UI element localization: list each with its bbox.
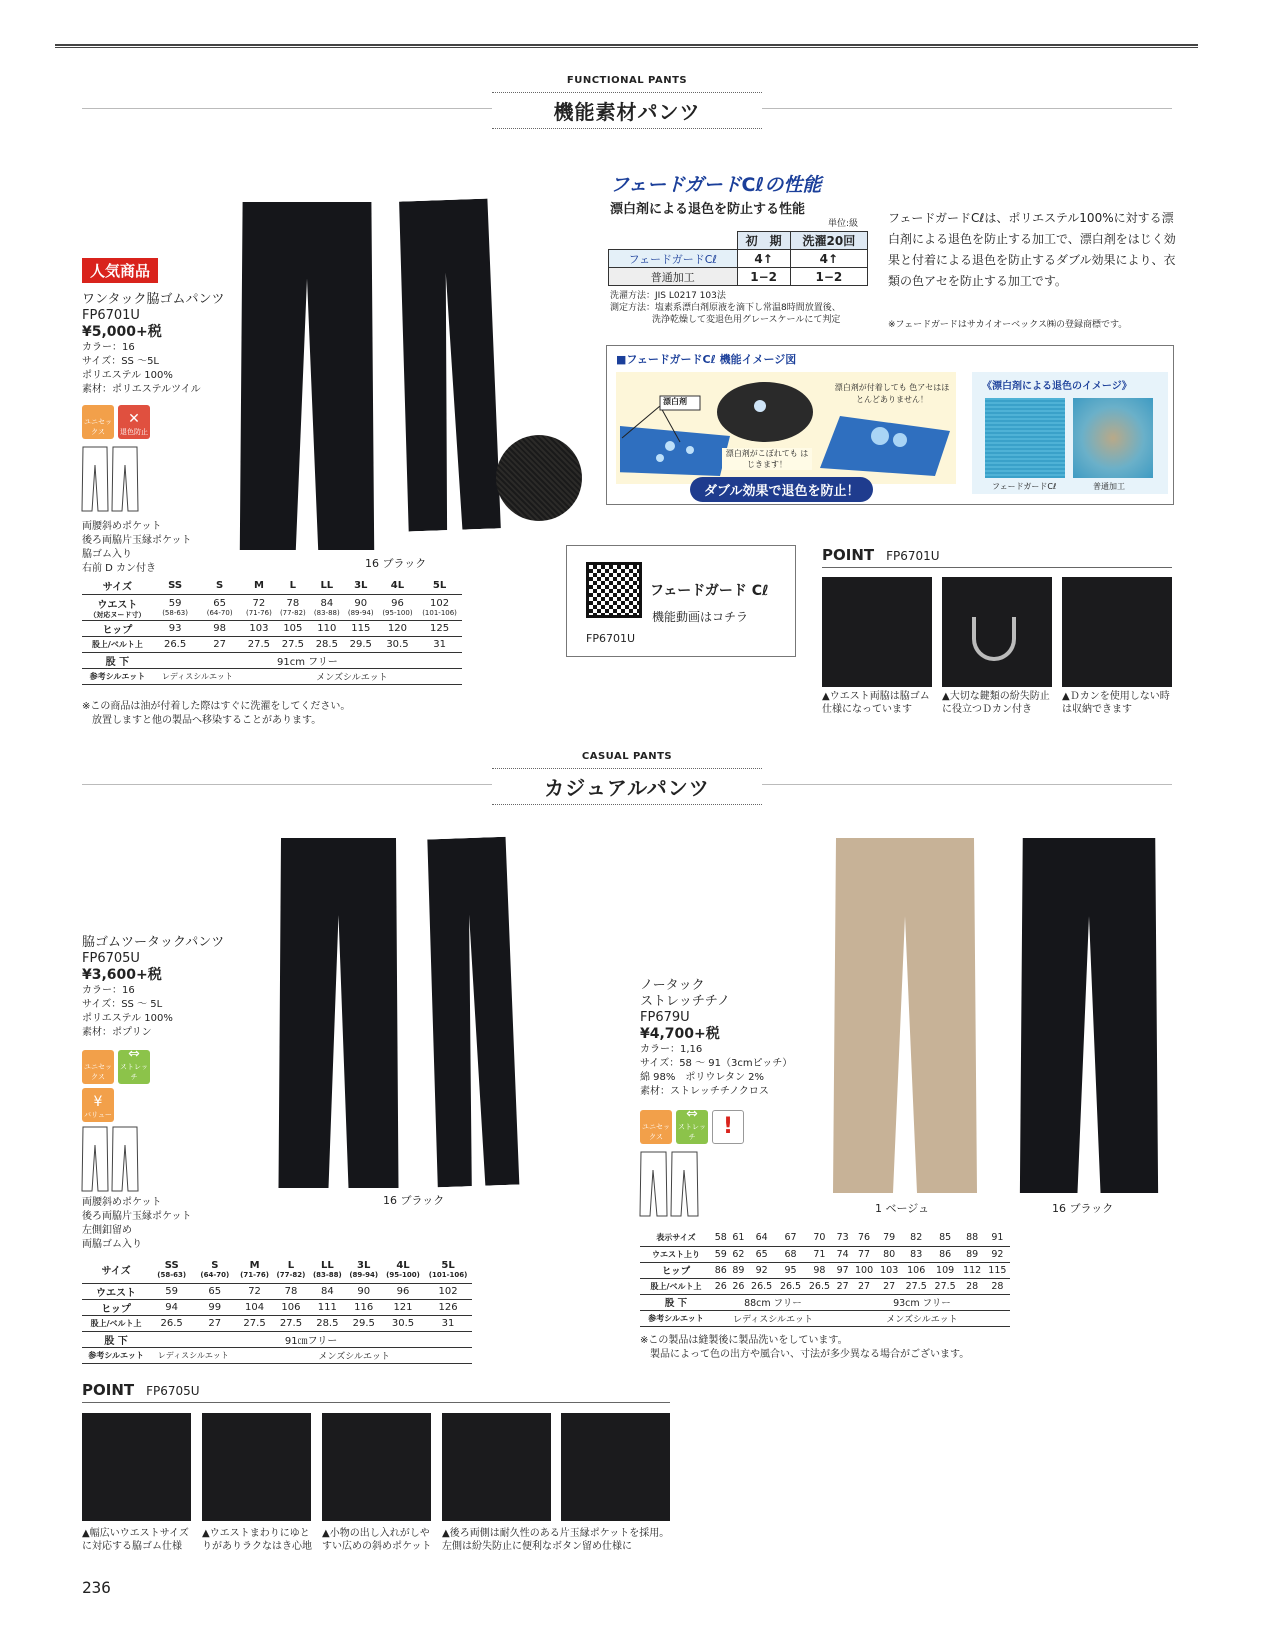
silhouette-icon bbox=[80, 1125, 140, 1195]
product-price: ¥5,000+税 bbox=[82, 324, 162, 340]
unit-label: 単位:級 bbox=[828, 219, 859, 229]
feature: 後ろ両脇片玉縁ポケット bbox=[82, 1211, 192, 1222]
point-caption: ▲ウエストまわりにゆとりがありラクなはき心地 bbox=[202, 1528, 312, 1552]
warning-icon: ! bbox=[712, 1110, 744, 1144]
color-caption: 16 ブラック bbox=[365, 557, 427, 570]
top-rule bbox=[55, 44, 1198, 48]
color-caption: 16 ブラック bbox=[383, 1194, 445, 1207]
size-table-p1: サイズ SS S M L LL 3L 4L 5L ウエスト （対応ヌード寸） 59 (58-63) 65 (64-70) 72 (71-76) 78 (77-82) 84 (83-88) 90 (89-94) 96 (95-100) 102 (101-106) ヒップ 93 98 103 105 110 115 120 125 股上/ベルト上 26.5 27 27.5 27.5 28.5 29.5 30.5 31 股 下 91cm フリー 参考シルエット レディスシルエット メンズシルエット bbox=[82, 578, 462, 685]
fade-subtitle: 漂白剤による退色を防止する性能 bbox=[610, 202, 806, 217]
qr-code-icon[interactable] bbox=[586, 562, 642, 618]
feature: 両腰斜めポケット bbox=[82, 1197, 162, 1208]
qr-code-label: FP6701U bbox=[586, 632, 636, 645]
image-box-title: ■フェードガードCℓ 機能イメージ図 bbox=[616, 353, 797, 366]
section-en-casual: CASUAL PANTS bbox=[581, 751, 673, 762]
fade-prevent-icon: ✕ 退色防止 bbox=[118, 405, 150, 439]
spec: 素材：ストレッチチノクロス bbox=[640, 1086, 769, 1097]
point-caption: ▲小物の出し入れがしやすい広めの斜めポケット bbox=[322, 1528, 432, 1552]
point-photo bbox=[322, 1413, 431, 1521]
product-note: ※この製品は縫製後に製品洗いをしています。 製品によって色の出方や風合い、寸法が多少異なる場合がございます。 bbox=[640, 1335, 970, 1360]
fade-caption: 漂白剤が付着しても 色アセはほとんどありません！ bbox=[834, 383, 950, 404]
feature: 後ろ両脇片玉縁ポケット bbox=[82, 535, 192, 546]
product-name: ワンタック脇ゴムパンツ bbox=[82, 292, 225, 307]
feature: 両脇ゴム入り bbox=[82, 1239, 142, 1250]
divider bbox=[762, 784, 1172, 785]
qr-sub[interactable]: 機能動画はコチラ bbox=[652, 610, 749, 624]
swatch2-label: 普通加工 bbox=[1093, 482, 1125, 491]
unisex-icon: ⌒ ユニセックス bbox=[82, 1050, 114, 1084]
point-photo bbox=[82, 1413, 191, 1521]
spec: カラー：16 bbox=[82, 342, 135, 353]
silhouette-icon bbox=[80, 445, 140, 515]
product-name: 脇ゴムツータックパンツ bbox=[82, 935, 225, 950]
size-table-p2: サイズ SS (58-63) S (64-70) M (71-76) L (77-82) LL (83-88) 3L (89-94) 4L (95-100) 5L (101-106) ウエスト 59 65 72 78 84 90 96 102 ヒップ 94 99 104 106 111 116 121 126 股上/ベルト上 26.5 27 27.5 27.5 28.5 29.5 30.5 31 股 下 91㎝フリー 参考シルエット レディスシルエット メンズシルエット bbox=[82, 1257, 472, 1364]
point-photo-pocket bbox=[1062, 577, 1172, 687]
product-name: ノータック bbox=[640, 978, 705, 993]
fade-description: フェードガードCℓは、ポリエステル100%に対する漂白剤による退色を防止する加工で、漂白剤をはじく効果と付着による退色を防止するダブル効果により、衣類の色アセを防止する加工です。 bbox=[888, 211, 1176, 288]
feature: 脇ゴム入り bbox=[82, 549, 132, 560]
stretch-icon: ⇔ ストレッチ bbox=[676, 1110, 708, 1144]
silhouette-icon bbox=[638, 1150, 702, 1220]
icon-row bbox=[82, 401, 150, 439]
normal-swatch bbox=[1073, 398, 1153, 478]
product3-info bbox=[640, 978, 810, 1099]
divider bbox=[82, 108, 492, 109]
fade-guard-swatch bbox=[985, 398, 1065, 478]
spec: カラー：16 bbox=[82, 985, 135, 996]
divider bbox=[762, 108, 1172, 109]
pants-back-image bbox=[395, 198, 502, 531]
product-code: FP6701U bbox=[82, 308, 140, 323]
swatch1-label: フェードガードCℓ bbox=[992, 482, 1057, 491]
feature: 右前 D カン付き bbox=[82, 563, 157, 574]
spec: カラー：1,16 bbox=[640, 1044, 703, 1055]
icon-row bbox=[82, 1088, 114, 1122]
double-effect-banner: ダブル効果で退色を防止！ bbox=[690, 477, 873, 502]
spec: 綿 98% ポリウレタン 2% bbox=[640, 1072, 765, 1083]
product1-info bbox=[82, 292, 242, 397]
point-caption: ▲幅広いウエストサイズに対応する脇ゴム仕様 bbox=[82, 1528, 189, 1552]
spill-caption: 漂白剤がこぼれても はじきます！ bbox=[722, 448, 812, 470]
divider bbox=[82, 784, 492, 785]
section-title-casual: カジュアルパンツ bbox=[492, 768, 762, 805]
spec: 素材：ポプリン bbox=[82, 1027, 152, 1038]
product-price: ¥3,600+税 bbox=[82, 967, 162, 983]
unisex-icon: ⌒ ユニセックス bbox=[640, 1110, 672, 1144]
fade-title: フェードガードCℓの性能 bbox=[610, 174, 822, 196]
spec: サイズ：SS ～5L bbox=[82, 356, 160, 367]
unisex-icon: ⌒ ユニセックス bbox=[82, 405, 114, 439]
point1-header: POINT FP6701U bbox=[822, 545, 1172, 568]
point-photo-dring bbox=[942, 577, 1052, 687]
size-table-p3: 表示サイズ 58 61 64 67 70 73 76 79 82 85 88 91 ウエスト上り 59 62 65 68 71 74 77 80 83 86 89 92 ヒップ 86 89 92 95 98 97 100 103 106 109 112 115 股上/ベルト上 26 26 26.5 26.5 26.5 27 27 27 27.5 27.5 28 28 股 下 88cm フリー 93cm フリー 参考シルエット レディスシルエット メンズシルエット bbox=[640, 1230, 1010, 1327]
fabric-swatch bbox=[496, 435, 582, 521]
spec: ポリエステル 100% bbox=[82, 1013, 173, 1024]
trademark-note: ※フェードガードはサカイオーベックス㈱の登録商標です。 bbox=[888, 320, 1128, 330]
pants-black-image bbox=[1017, 838, 1161, 1193]
performance-table: 初 期 洗濯20回 フェードガードCℓ 4↑ 4↑ 普通加工 1−2 1−2 bbox=[608, 231, 868, 286]
feature-list bbox=[82, 1196, 192, 1252]
point-photo-waist bbox=[822, 577, 932, 687]
icon-row bbox=[640, 1106, 744, 1144]
page-number: 236 bbox=[82, 1578, 111, 1597]
spec: ポリエステル 100% bbox=[82, 370, 173, 381]
spec: 素材：ポリエステルツイル bbox=[82, 384, 201, 395]
product2-info bbox=[82, 935, 252, 1040]
section-title-functional: 機能素材パンツ bbox=[492, 92, 762, 129]
product-name: ストレッチチノ bbox=[640, 994, 730, 1009]
test-method: 洗濯方法：JIS L0217 103法 測定方法：塩素系漂白剤原液を滴下し常温8時間放置後、 洗浄乾燥して変退色用グレースケールにて判定 bbox=[610, 291, 841, 325]
color-caption: 16 ブラック bbox=[1052, 1202, 1114, 1215]
icon-row bbox=[82, 1046, 150, 1084]
point-caption: ▲後ろ両側は耐久性のある片玉縁ポケットを採用。左側は紛失防止に便利なボタン留め仕様に bbox=[442, 1528, 670, 1552]
pants-front-image bbox=[237, 202, 377, 550]
value-icon: ¥ バリュー bbox=[82, 1088, 114, 1122]
qr-title: フェードガード Cℓ bbox=[650, 583, 769, 599]
product-price: ¥4,700+税 bbox=[640, 1026, 720, 1042]
feature-list bbox=[82, 520, 192, 576]
point2-header: POINT FP6705U bbox=[82, 1380, 670, 1403]
feature: 左側釦留め bbox=[82, 1225, 132, 1236]
spec: サイズ：SS ～ 5L bbox=[82, 999, 163, 1010]
point-photo bbox=[442, 1413, 551, 1521]
product-code: FP679U bbox=[640, 1010, 690, 1025]
pants-back-image bbox=[424, 837, 521, 1188]
pants-beige-image bbox=[830, 838, 980, 1193]
point-caption: ▲大切な鍵類の紛失防止に役立つＤカン付き bbox=[942, 691, 1050, 715]
point-photo bbox=[202, 1413, 311, 1521]
point-caption: ▲ウエスト両脇は脇ゴム仕様になっています bbox=[822, 691, 930, 715]
point-caption: ▲Ｄカンを使用しない時は収納できます bbox=[1062, 691, 1170, 715]
section-en-functional: FUNCTIONAL PANTS bbox=[566, 75, 688, 86]
product-code: FP6705U bbox=[82, 951, 140, 966]
stretch-icon: ⇔ ストレッチ bbox=[118, 1050, 150, 1084]
color-caption: 1 ベージュ bbox=[875, 1202, 930, 1215]
pants-front-image bbox=[276, 838, 401, 1188]
swatch-title: 《漂白剤による退色のイメージ》 bbox=[982, 381, 1132, 392]
popular-badge: 人気商品 bbox=[82, 258, 158, 283]
care-note: ※この商品は油が付着した際はすぐに洗濯をしてください。 放置しますと他の製品へ移染することがあります。 bbox=[82, 701, 351, 726]
feature: 両腰斜めポケット bbox=[82, 521, 162, 532]
point-photo bbox=[561, 1413, 670, 1521]
bleach-label: 漂白剤 bbox=[663, 397, 687, 406]
spec: サイズ：58 ～ 91（3cmピッチ） bbox=[640, 1058, 793, 1069]
